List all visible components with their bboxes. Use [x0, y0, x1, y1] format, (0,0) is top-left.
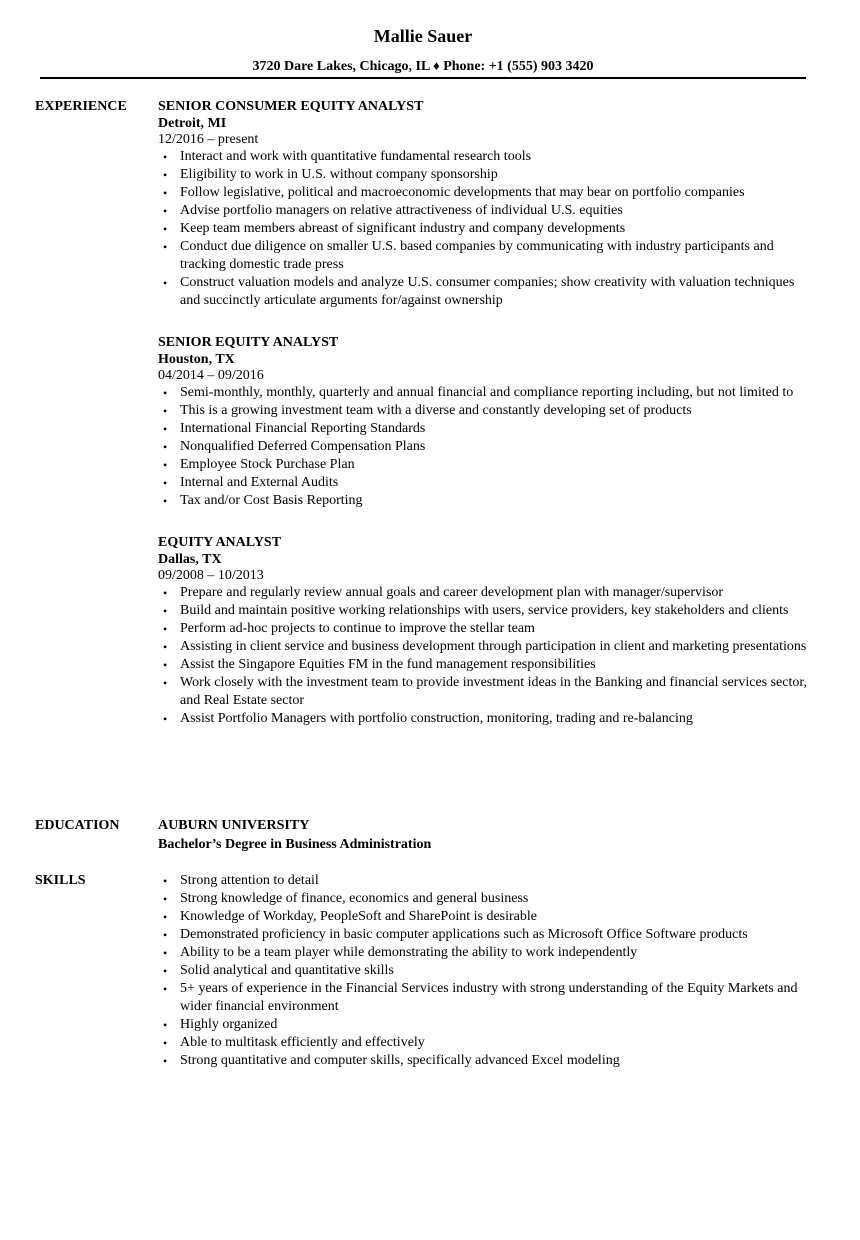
contact-line [0, 56, 846, 77]
bullet-item: • Interact and work with quantitative fundamental research tools [158, 148, 813, 166]
job-dates: 09/2008 – 10/2013 [158, 568, 264, 583]
job-entry [158, 534, 813, 728]
skill-item: • Strong knowledge of finance, economics and general business [158, 890, 813, 908]
skill-item: • Knowledge of Workday, PeopleSoft and SharePoint is desirable [158, 908, 813, 926]
bullet-item: • Conduct due diligence on smaller U.S. based companies by communicating with industry participants and tracking domestic trade press [158, 238, 813, 274]
bullet-item: • Internal and External Audits [158, 474, 813, 492]
header-divider [40, 77, 806, 79]
skill-item: • Demonstrated proficiency in basic computer applications such as Microsoft Office Software products [158, 926, 813, 944]
skills-list [158, 872, 813, 1070]
bullet-item: • Semi-monthly, monthly, quarterly and annual financial and compliance reporting including, but not limited to [158, 384, 813, 402]
phone: Phone: +1 (555) 903 3420 [443, 59, 594, 74]
bullet-item: • Keep team members abreast of significant industry and company developments [158, 220, 813, 238]
skill-item: • 5+ years of experience in the Financial Services industry with strong understanding of the Equity Markets and wider financial environment [158, 980, 813, 1016]
address: 3720 Dare Lakes, Chicago, IL [252, 59, 430, 74]
diamond-separator-icon: ♦ [433, 58, 440, 73]
skill-item: • Highly organized [158, 1016, 813, 1034]
skill-item: • Ability to be a team player while demonstrating the ability to work independently [158, 944, 813, 962]
bullet-item: • This is a growing investment team with a diverse and constantly developing set of products [158, 402, 813, 420]
bullet-item: • Construct valuation models and analyze U.S. consumer companies; show creativity with valuation techniques and succinctly articulate arguments for/against ownership [158, 274, 813, 310]
skill-item: • Strong quantitative and computer skills, specifically advanced Excel modeling [158, 1052, 813, 1070]
job-dates: 04/2014 – 09/2016 [158, 368, 264, 383]
bullet-item: • Advise portfolio managers on relative attractiveness of individual U.S. equities [158, 202, 813, 220]
bullet-item: • Assist the Singapore Equities FM in the fund management responsibilities [158, 656, 813, 674]
bullet-item: • Prepare and regularly review annual goals and career development plan with manager/supervisor [158, 584, 813, 602]
candidate-name: Mallie Sauer [373, 26, 473, 46]
job-title: SENIOR EQUITY ANALYST [158, 335, 339, 350]
job-entry [158, 98, 813, 310]
job-location: Houston, TX [158, 352, 235, 367]
bullet-item: • Employee Stock Purchase Plan [158, 456, 813, 474]
job-title: SENIOR CONSUMER EQUITY ANALYST [158, 99, 424, 114]
job-dates: 12/2016 – present [158, 132, 259, 147]
job-location: Dallas, TX [158, 552, 222, 567]
job-location: Detroit, MI [158, 116, 227, 131]
bullet-item: • Assisting in client service and business development through participation in client and marketing presentations [158, 638, 813, 656]
section-label-skills: SKILLS [35, 873, 86, 888]
bullet-item: • Assist Portfolio Managers with portfolio construction, monitoring, trading and re-balancing [158, 710, 813, 728]
degree: Bachelor’s Degree in Business Administration [158, 837, 432, 852]
bullet-item: • Work closely with the investment team to provide investment ideas in the Banking and financial services sector, and Real Estate sector [158, 674, 813, 710]
skill-item: • Strong attention to detail [158, 872, 813, 890]
bullet-item: • Build and maintain positive working relationships with users, service providers, key stakeholders and clients [158, 602, 813, 620]
bullet-item: • Nonqualified Deferred Compensation Plans [158, 438, 813, 456]
bullet-item: • Perform ad-hoc projects to continue to improve the stellar team [158, 620, 813, 638]
bullet-item: • Eligibility to work in U.S. without company sponsorship [158, 166, 813, 184]
section-label-experience: EXPERIENCE [35, 99, 127, 114]
job-title: EQUITY ANALYST [158, 535, 282, 550]
bullet-item: • International Financial Reporting Standards [158, 420, 813, 438]
job-bullets [158, 148, 813, 310]
school-name: AUBURN UNIVERSITY [158, 818, 310, 833]
education-entry [158, 817, 813, 855]
job-entry [158, 334, 813, 510]
experience-list [158, 98, 813, 752]
section-label-education: EDUCATION [35, 818, 120, 833]
bullet-item: • Tax and/or Cost Basis Reporting [158, 492, 813, 510]
skill-item: • Solid analytical and quantitative skills [158, 962, 813, 980]
skill-item: • Able to multitask efficiently and effectively [158, 1034, 813, 1052]
skills-bullets [158, 872, 813, 1070]
job-bullets [158, 384, 813, 510]
resume-header [0, 24, 846, 77]
job-bullets [158, 584, 813, 728]
bullet-item: • Follow legislative, political and macroeconomic developments that may bear on portfolio companies [158, 184, 813, 202]
